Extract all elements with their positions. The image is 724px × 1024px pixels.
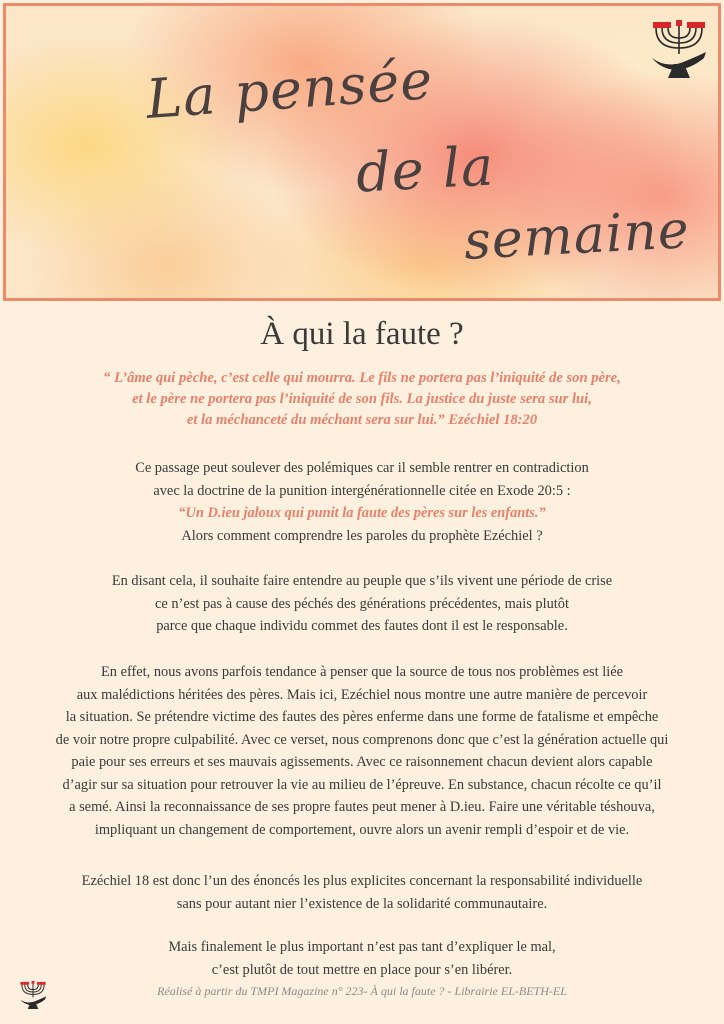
paragraph-line: En effet, nous avons parfois tendance à penser que la source de tous nos problèmes est liée (100, 664, 624, 680)
paragraph-line: Mais finalement le plus important n’est pas tant d’expliquer le mal, (168, 939, 556, 955)
paragraph-line: c’est plutôt de tout mettre en place pour s’en libérer. (211, 961, 513, 978)
paragraph-line: En disant cela, il souhaite faire entendre au peuple que s’ils vivent une période de crise (111, 573, 613, 589)
paragraph-line: Ezéchiel 18 est donc l’un des énoncés les plus explicites concernant la responsabilité individuelle (81, 873, 643, 889)
paragraph-line: Alors comment comprendre les paroles du prophète Ezéchiel ? (181, 527, 543, 544)
opening-quote (0, 368, 724, 431)
paragraph-line: avec la doctrine de la punition intergénérationnelle citée en Exode 20:5 : (153, 482, 571, 499)
paragraph-1 (0, 457, 724, 547)
paragraph-4 (0, 870, 724, 915)
quote-line: “ L’âme qui pèche, c’est celle qui mourra. Le fils ne portera pas l’iniquité de son père, (103, 370, 621, 386)
menorah-shofar-icon (648, 14, 710, 80)
paragraph-line: la situation. Se prétendre victime des fautes des pères enferme dans une forme de fatalisme et empêche (65, 709, 659, 725)
paragraph-2 (0, 570, 724, 638)
paragraph-5 (0, 936, 724, 981)
paragraph-line: impliquant un changement de comportement, ouvre alors un avenir rempli d’espoir et de vie. (94, 821, 630, 838)
exodus-quote: “Un D.ieu jaloux qui punit la faute des pères sur les enfants.” (178, 505, 546, 521)
quote-line: et la méchanceté du méchant sera sur lui.” Ezéchiel 18:20 (186, 412, 538, 428)
article-title: À qui la faute ? (260, 316, 464, 352)
paragraph-3 (0, 661, 724, 841)
paragraph-line: sans pour autant nier l’existence de la solidarité communautaire. (176, 895, 548, 912)
paragraph-line: a semé. Ainsi la reconnaissance de ses propre fautes peut mener à D.ieu. Faire une véritable téshouva, (69, 799, 655, 815)
paragraph-line: parce que chaque individu commet des fautes dont il est le responsable. (156, 618, 568, 634)
quote-line: et le père ne portera pas l’iniquité de son fils. La justice du juste sera sur lui, (132, 391, 592, 407)
paragraph-line: aux malédictions héritées des pères. Mais ici, Ezéchiel nous montre une autre manière de percevoir (76, 686, 648, 703)
header-banner (3, 3, 721, 301)
header-title-line3: semaine (462, 200, 692, 272)
header-title-line1: La pensée (144, 48, 436, 131)
paragraph-line: d’agir sur sa situation pour retrouver la vie au milieu de l’épreuve. En substance, chacun récolte ce qu’il (62, 776, 662, 793)
header-title-line2: de la (354, 134, 496, 205)
paragraph-line: ce n’est pas à cause des péchés des générations précédentes, mais plutôt (155, 595, 569, 612)
footer-credit: Réalisé à partir du TMPI Magazine n° 223- À qui la faute ? - Librairie EL-BETH-EL (157, 984, 567, 998)
paragraph-line: de voir notre propre culpabilité. Avec ce verset, nous comprenons donc que c’est la génération actuelle qui (55, 731, 669, 748)
paragraph-line: Ce passage peut soulever des polémiques car il semble rentrer en contradiction (135, 460, 589, 476)
paragraph-line: paie pour ses erreurs et ses mauvais agissements. Avec ce raisonnement chacun devient alors capable (71, 754, 653, 770)
